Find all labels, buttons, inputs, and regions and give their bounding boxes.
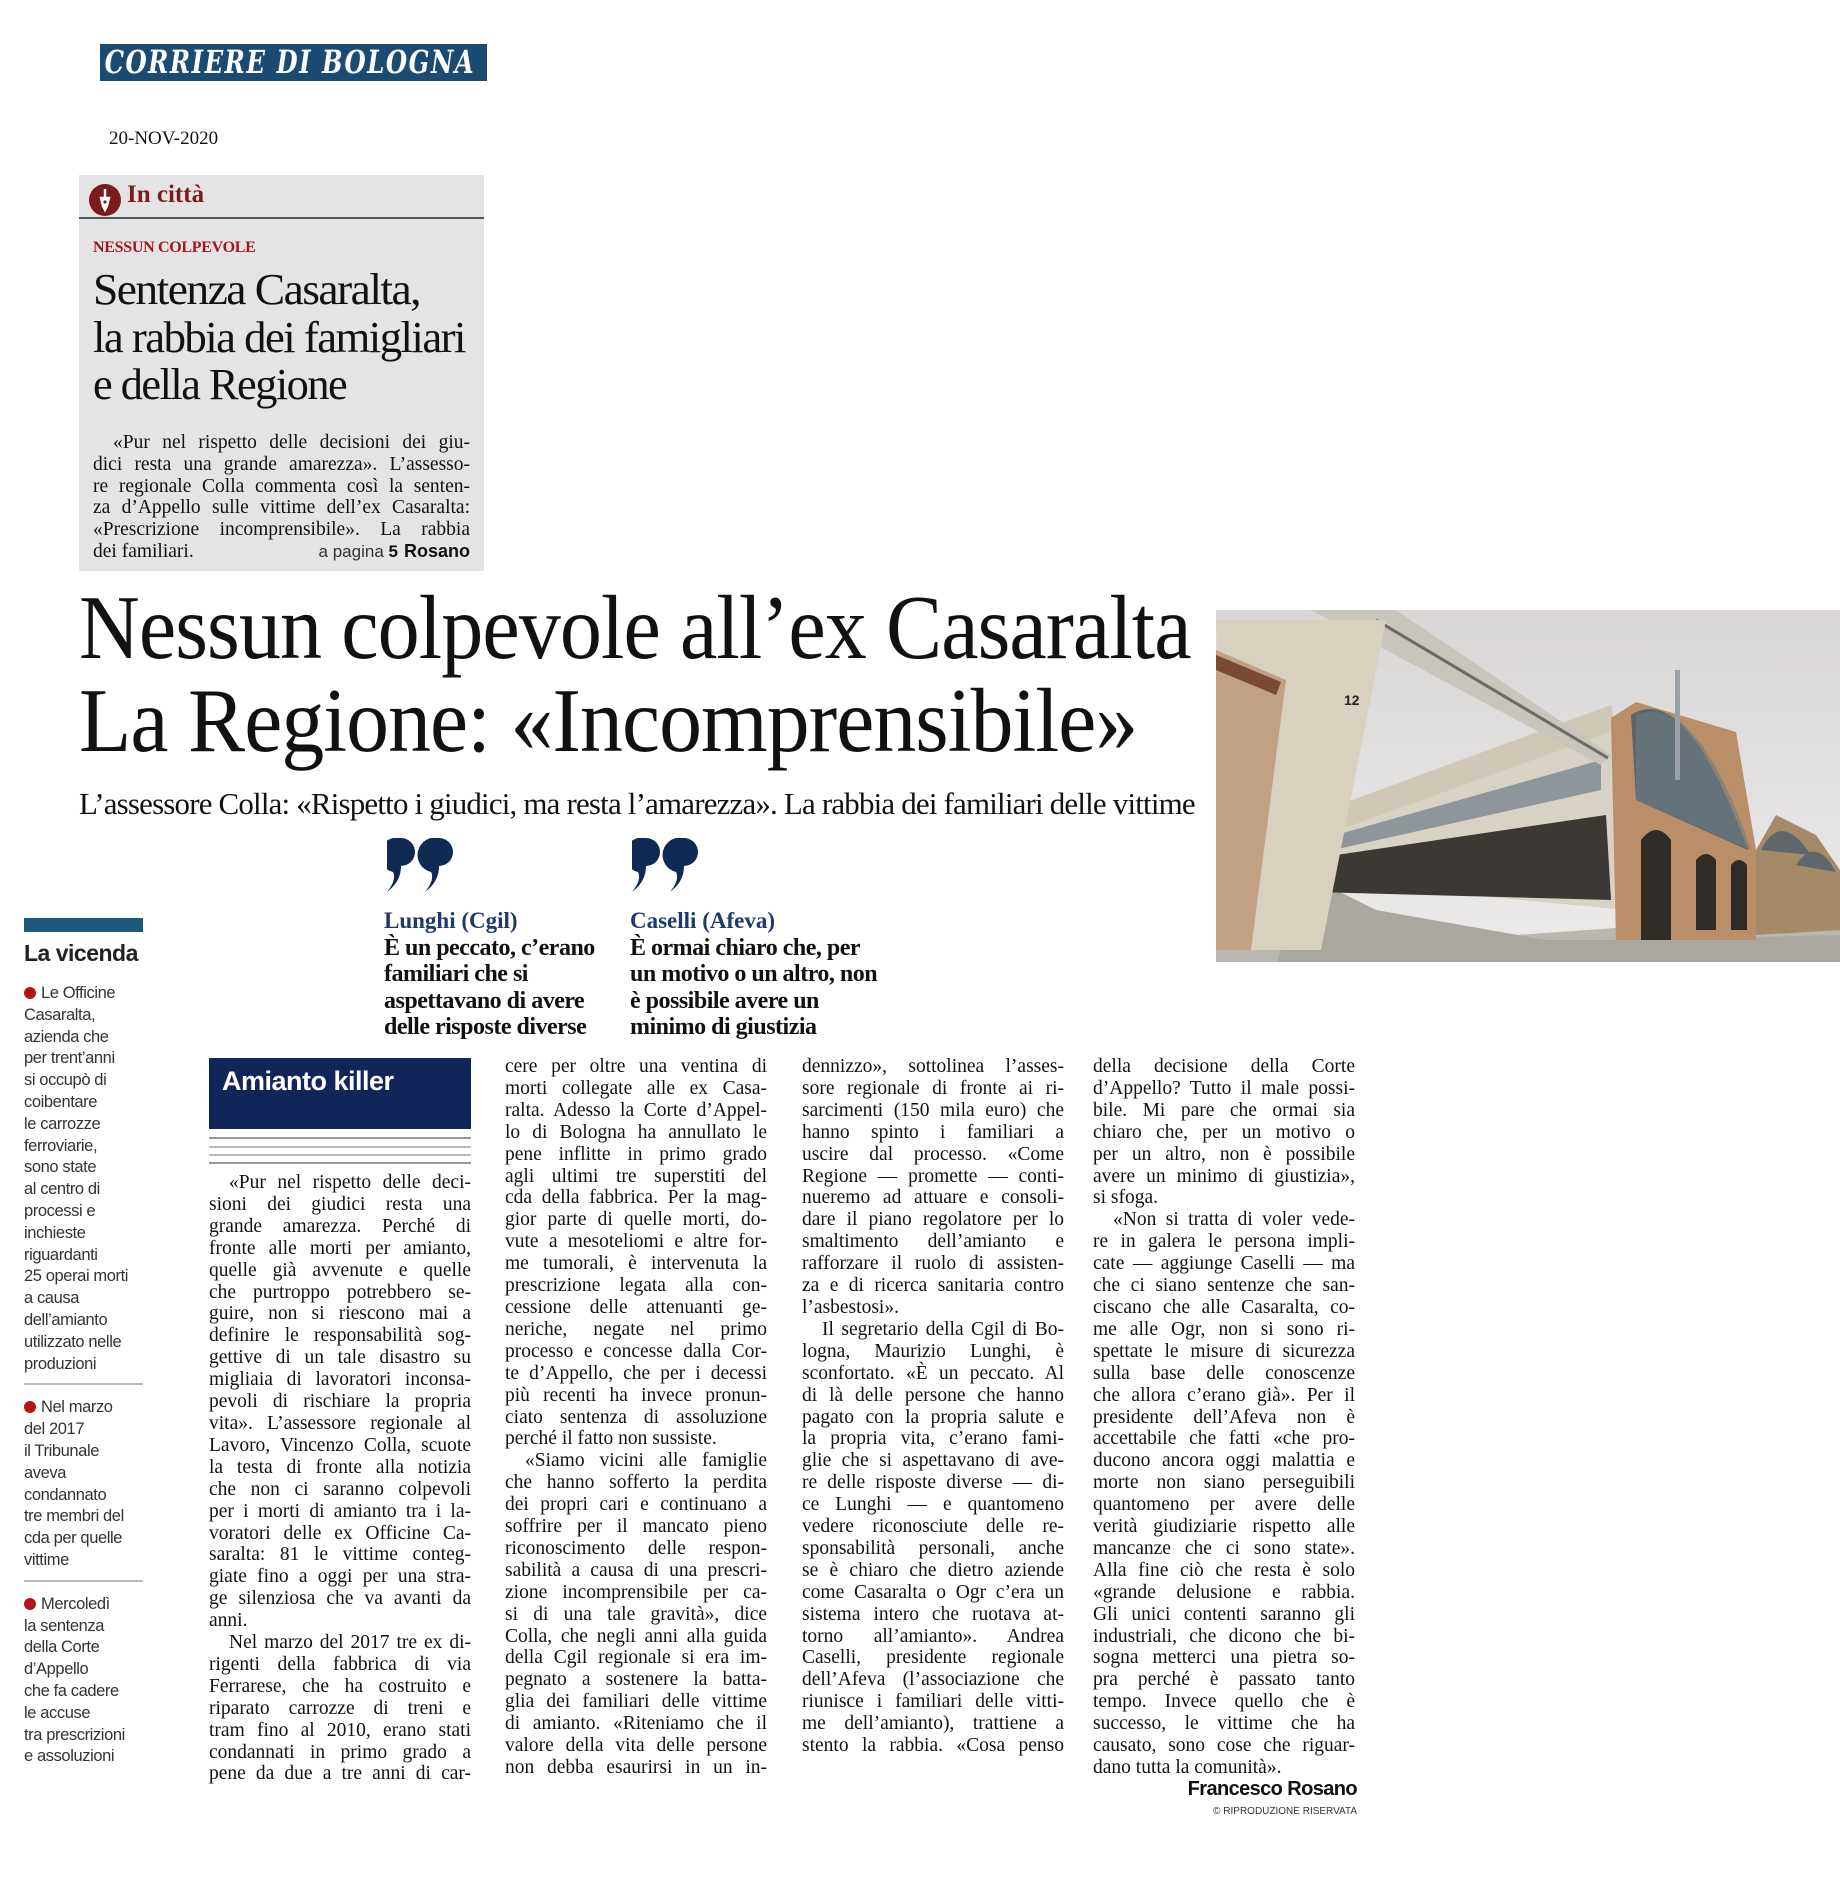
sidebar-text: inchieste (24, 1223, 86, 1242)
sidebar-line (24, 1092, 143, 1114)
text-line: sabilità a causa di una prescri- (505, 1559, 767, 1581)
sidebar-text: coibentare (24, 1092, 98, 1111)
sidebar-text: che fa cadere (24, 1681, 119, 1700)
sidebar-text: al centro di (24, 1180, 100, 1199)
text-line: successo, le vittime che ha (1093, 1713, 1355, 1735)
text-line: condannati in primo grado a (209, 1741, 471, 1763)
text-line: prescrizione legata alla con- (505, 1275, 767, 1297)
bullet-icon (24, 1401, 36, 1413)
text-line: Colla, che negli anni alla guida (505, 1625, 767, 1647)
sidebar-text: produzioni (24, 1354, 97, 1373)
text-line: hanno spinto i familiari a (802, 1121, 1064, 1143)
sidebar-line (24, 1616, 143, 1638)
divider (209, 1146, 471, 1148)
sidebar-line (24, 1048, 143, 1070)
text-line: di amianto. «Riteniamo che il (505, 1713, 767, 1735)
teaser-line: dici resta una grande amarezza». L’assesso- (93, 453, 470, 475)
sidebar-text: le accuse (24, 1703, 91, 1722)
teaser-line: «Prescrizione incomprensibile». La rabbia (93, 519, 470, 541)
quote-text-line: È ormai chiaro che, per (630, 935, 861, 961)
logo-text: CORRIERE DI BOLOGNA (104, 43, 476, 81)
sidebar-text: e assoluzioni (24, 1747, 115, 1766)
text-line: glia dei familiari delle vittime (505, 1691, 767, 1713)
sidebar-line (24, 1005, 143, 1027)
sidebar-line (24, 1332, 143, 1354)
sidebar-line (24, 1463, 143, 1485)
paragraph (802, 1056, 1064, 1319)
text-line: riparato carrozze di treni e (209, 1697, 471, 1719)
text-line: pene inflitte in primo grado (505, 1143, 767, 1165)
text-line: vedere riconosciute delle re- (802, 1516, 1064, 1538)
sidebar-line (24, 1528, 143, 1550)
sidebar-line (24, 1746, 143, 1768)
text-line: si di una tale gravità», dice (505, 1603, 767, 1625)
text-line: dell’Afeva (l’associazione che (802, 1669, 1064, 1691)
sidebar-text: utilizzato nelle (24, 1332, 122, 1351)
headline-line: Nessun colpevole all’ex Casaralta (79, 577, 1191, 678)
copyright-notice: © RIPRODUZIONE RISERVATA (1213, 1806, 1357, 1817)
sidebar-text: processi e (24, 1201, 96, 1220)
sidebar-item (24, 1580, 143, 1776)
text-line: neriche, negate nel primo (505, 1318, 767, 1340)
sidebar-item (24, 983, 143, 1383)
pull-quote (630, 907, 880, 1040)
text-line: che purtroppo potrebbero se- (209, 1281, 471, 1303)
text-line: ge silenziosa che va avanti da (209, 1588, 471, 1610)
sidebar-text: della Corte (24, 1638, 100, 1657)
quote-text-line: familiari che si (384, 961, 528, 988)
text-line: definire le responsabilità sog- (209, 1325, 471, 1347)
text-line: vute a mesoteliomi e altre for- (505, 1231, 767, 1253)
text-line: dei propri cari e continuano a (505, 1494, 767, 1516)
text-line: mancanze che ci sono state». (1093, 1537, 1355, 1559)
text-line: si sfoga. (1093, 1187, 1158, 1209)
text-line: «grande delusione e rabbia. (1093, 1581, 1355, 1603)
text-line: che hanno sofferto la perdita (505, 1472, 767, 1494)
text-line: Nel marzo del 2017 tre ex di- (229, 1632, 471, 1654)
text-line: causato, sono cose che riguar- (1093, 1735, 1355, 1757)
sidebar-text: la sentenza (24, 1616, 104, 1635)
text-line: za e di ricerca sanitaria contro (802, 1275, 1064, 1297)
text-line: perché il fatto non sussiste. (505, 1428, 717, 1450)
page-ref-label: a pagina (318, 541, 384, 561)
text-line: dano tutta la comunità». (1093, 1757, 1282, 1778)
section-label: In città (127, 181, 205, 208)
text-line: ce Lunghi — e quantomeno (802, 1494, 1064, 1516)
text-line: Alla fine ciò che resta è solo (1093, 1559, 1355, 1581)
text-line: pagato con la propria salute e (802, 1406, 1064, 1428)
text-line: tempo. Invece quello che è (1093, 1691, 1355, 1713)
text-line: morti collegate alle ex Casa- (505, 1077, 767, 1099)
text-line: d’Appello? Tutto il male possi- (1093, 1077, 1355, 1099)
text-line: morte non siano perseguibili (1093, 1472, 1355, 1494)
text-line: se è chiaro che dietro aziende (802, 1559, 1064, 1581)
text-line: della Cgil regionale si era im- (505, 1647, 767, 1669)
divider (209, 1162, 471, 1164)
text-line: sore regionale di fronte ai ri- (802, 1077, 1064, 1099)
text-line: valore della vita delle persone (505, 1735, 767, 1757)
sidebar-line (24, 1310, 143, 1332)
text-line: «Siamo vicini alle famiglie (525, 1450, 767, 1472)
text-line: pegnato a sostenere la batta- (505, 1669, 767, 1691)
quote-mark-icon (387, 838, 463, 892)
sidebar-line (24, 1201, 143, 1223)
text-line: chiaro che, per un motivo o (1093, 1121, 1355, 1143)
text-line: Gli unici contenti saranno gli (1093, 1603, 1355, 1625)
section-box (209, 1058, 471, 1129)
sidebar-line (24, 1397, 143, 1419)
article-column (505, 1056, 767, 1779)
quote-attribution: Caselli (Afeva) (630, 908, 775, 933)
quote-mark-icon (632, 838, 708, 892)
sidebar-line (24, 1114, 143, 1136)
text-line: che ci siano sentenze che san- (1093, 1275, 1355, 1297)
text-line: gettive di un tale disastro su (209, 1347, 471, 1369)
text-line: sconfortato. «È un peccato. Al (802, 1362, 1064, 1384)
text-line: pra perché è passato tanto (1093, 1669, 1355, 1691)
text-line: dare il piano regolatore per lo (802, 1209, 1064, 1231)
teaser-line: «Pur nel rispetto delle decisioni dei giu- (113, 432, 470, 453)
sidebar-text: Casaralta, (24, 1005, 96, 1024)
paragraph (1093, 1056, 1355, 1209)
teaser-kicker: NESSUN COLPEVOLE (93, 239, 256, 256)
sidebar-line (24, 983, 143, 1005)
subtitle: L’assessore Colla: «Rispetto i giudici, ma resta l’amarezza». La rabbia dei familiari delle vittime (79, 786, 1195, 821)
divider (209, 1154, 471, 1156)
svg-text:12: 12 (1344, 692, 1360, 708)
text-line: sistema intero che ruotava at- (802, 1603, 1064, 1625)
sidebar-line (24, 1288, 143, 1310)
pull-quote (384, 907, 634, 1040)
sidebar-line (24, 1485, 143, 1507)
text-line: per un altro, non è possibile (1093, 1143, 1355, 1165)
sidebar-line (24, 1070, 143, 1092)
text-line: logna, Maurizio Lunghi, è (802, 1340, 1064, 1362)
text-line: processo e concesse dalla Cor- (505, 1340, 767, 1362)
text-line: che non ci saranno colpevoli (209, 1478, 471, 1500)
text-line: che allora c’erano già». Per il (1093, 1384, 1355, 1406)
sidebar-text: riguardanti (24, 1245, 98, 1264)
text-line: sulla base delle conoscenze (1093, 1362, 1355, 1384)
sidebar-text: d’Appello (24, 1660, 89, 1679)
paragraph (209, 1172, 471, 1632)
sidebar-text: azienda che (24, 1027, 109, 1046)
text-line: grande amarezza. Perché di (209, 1215, 471, 1237)
sidebar-text: Mercoledì (41, 1594, 110, 1613)
text-line: sarcimenti (150 mila euro) che (802, 1099, 1064, 1121)
text-line: Ferrarese, che ha costruito e (209, 1675, 471, 1697)
text-line: sioni dei giudici resta una (209, 1193, 471, 1215)
sidebar-line (24, 1266, 143, 1288)
text-line: guire, non si riescono mai a (209, 1303, 471, 1325)
sidebar-line (24, 1659, 143, 1681)
byline[interactable]: Francesco Rosano (1187, 1778, 1357, 1800)
quote-attribution: Lunghi (Cgil) (384, 908, 518, 933)
text-line: zione incomprensibile per ca- (505, 1581, 767, 1603)
teaser-box (79, 175, 484, 571)
sidebar-text: 25 operai morti (24, 1267, 129, 1286)
quote-text-line: È un peccato, c’erano (384, 935, 595, 961)
sidebar-line (24, 1223, 143, 1245)
section-box-title: Amianto killer (222, 1066, 394, 1096)
paragraph (505, 1450, 767, 1779)
sidebar-line (24, 1245, 143, 1267)
sidebar-text: Nel marzo (41, 1398, 113, 1417)
paragraph (1093, 1209, 1355, 1779)
text-line: bile. Mi pare che ormai sia (1093, 1099, 1355, 1121)
sidebar-item (24, 1383, 143, 1579)
sidebar-text: ferroviarie, (24, 1136, 98, 1155)
text-line: cda della fabbrica. Per la mag- (505, 1187, 767, 1209)
text-line: non debba esaurirsi in un in- (505, 1757, 767, 1778)
sidebar-line (24, 1136, 143, 1158)
sidebar-text: tre membri del (24, 1507, 124, 1526)
text-line: soffrire per il mancato pieno (505, 1516, 767, 1538)
text-line: della decisione della Corte (1093, 1056, 1355, 1077)
text-line: gior parte di quelle morti, do- (505, 1209, 767, 1231)
sidebar-text: il Tribunale (24, 1441, 99, 1460)
text-line: tram fino al 2010, erano stati (209, 1719, 471, 1741)
text-line: vita». L’assessore regionale al (209, 1412, 471, 1434)
sidebar-line (24, 1157, 143, 1179)
sidebar-text: sono state (24, 1158, 97, 1177)
sidebar-text: vittime (24, 1550, 69, 1569)
text-line: giate fino a oggi per una stra- (209, 1566, 471, 1588)
teaser-title-line: Sentenza Casaralta, (93, 265, 421, 314)
text-line: pene da due a tre anni di car- (209, 1763, 471, 1785)
divider (209, 1137, 471, 1139)
text-line: Caselli, presidente regionale (802, 1647, 1064, 1669)
sidebar-text: tra prescrizioni (24, 1725, 125, 1744)
sidebar-text: del 2017 (24, 1420, 85, 1439)
text-line: verità giudiziarie rispetto alle (1093, 1516, 1355, 1538)
text-line: presidente dell’Afeva non è (1093, 1406, 1355, 1428)
text-line: voratori delle ex Officine Ca- (209, 1522, 471, 1544)
teaser-title-line: e della Regione (93, 360, 347, 409)
sidebar-line (24, 1725, 143, 1747)
text-line: più recenti ha invece pronun- (505, 1384, 767, 1406)
text-line: cate — aggiunge Caselli — ma (1093, 1253, 1355, 1275)
sidebar-title: La vicenda (24, 940, 138, 966)
sidebar-accent-bar (24, 918, 143, 932)
text-line: ducono ancora oggi malattia e (1093, 1450, 1355, 1472)
teaser-line: dei familiari. (93, 540, 194, 562)
sidebar-timeline (24, 983, 143, 1776)
sidebar-text: cda per quelle (24, 1529, 123, 1548)
text-line: sogna metterci una pietra so- (1093, 1647, 1355, 1669)
text-line: agli ultimi tre superstiti del (505, 1165, 767, 1187)
text-line: smaltimento dell’amianto e (802, 1231, 1064, 1253)
text-line: come Casaralta o Ogr c’era un (802, 1581, 1064, 1603)
text-line: me tumorali, è intervenuta la (505, 1253, 767, 1275)
newspaper-logo (100, 44, 487, 81)
text-line: torno all’amianto». Andrea (802, 1625, 1064, 1647)
text-line: saralta: 81 le vittime conteg- (209, 1544, 471, 1566)
text-line: la propria vita, c’erano fami- (802, 1428, 1064, 1450)
text-line: la testa di fronte alla notizia (209, 1456, 471, 1478)
text-line: fronte alle morti per amianto, (209, 1237, 471, 1259)
article-column (802, 1056, 1064, 1757)
sidebar-line (24, 1027, 143, 1049)
pen-nib-icon (89, 184, 121, 216)
sidebar-text: Le Officine (41, 984, 116, 1002)
text-line: migliaia di lavoratori inconsa- (209, 1369, 471, 1391)
text-line: re in galera le persona impli- (1093, 1231, 1355, 1253)
sidebar-line (24, 1594, 143, 1616)
text-line: rafforzare il ruolo di assisten- (802, 1253, 1064, 1275)
sidebar-text: dell’amianto (24, 1310, 108, 1329)
text-line: uscire dal processo. «Come (802, 1143, 1064, 1165)
paragraph (802, 1319, 1064, 1757)
sidebar-line (24, 1506, 143, 1528)
quote-text-line: delle risposte diverse (384, 1013, 587, 1040)
sidebar-line (24, 1441, 143, 1463)
sidebar-line (24, 1354, 143, 1376)
text-line: riconoscimento delle respon- (505, 1537, 767, 1559)
sidebar-text: le carrozze (24, 1114, 101, 1133)
sidebar-line (24, 1550, 143, 1572)
text-line: me dell’amianto), trattiene a (802, 1713, 1064, 1735)
bullet-icon (24, 987, 36, 999)
text-line: cessione delle attenuanti ge- (505, 1296, 767, 1318)
sidebar-line (24, 1703, 143, 1725)
text-line: Lavoro, Vincenzo Colla, scuote (209, 1434, 471, 1456)
sidebar-text: per trent’anni (24, 1049, 115, 1068)
text-line: «Non si tratta di voler vede- (1113, 1209, 1355, 1231)
text-line: quelle già avvenute e quelle (209, 1259, 471, 1281)
sidebar-line (24, 1681, 143, 1703)
teaser-title-line: la rabbia dei famigliari (93, 313, 465, 362)
sidebar-text: aveva (24, 1463, 67, 1482)
section-header (79, 175, 484, 219)
text-line: di là delle persone che hanno (802, 1384, 1064, 1406)
text-line: re delle risposte diverse — di- (802, 1472, 1064, 1494)
article-column (209, 1172, 471, 1785)
factory-photo (1216, 610, 1840, 965)
quote-text-line: minimo di giustizia (630, 1013, 817, 1040)
sidebar-text: condannato (24, 1485, 107, 1504)
article-column (1093, 1056, 1355, 1779)
text-line: pevoli di rischiare la propria (209, 1391, 471, 1413)
paragraph (505, 1056, 767, 1450)
text-line: me alle Ogr, non si sono ri- (1093, 1318, 1355, 1340)
quote-text-line: un motivo o un altro, non (630, 961, 878, 988)
teaser-author: Rosano (403, 540, 470, 561)
sidebar-text: si occupò di (24, 1071, 107, 1090)
teaser-body (93, 432, 470, 563)
text-line: dennizzo», sottolinea l’asses- (802, 1056, 1064, 1077)
text-line: ralta. Adesso la Corte d’Appel- (505, 1099, 767, 1121)
text-line: sponsabilità personali, anche (802, 1537, 1064, 1559)
quote-text-line: aspettavano di avere (384, 987, 585, 1014)
sidebar-line (24, 1179, 143, 1201)
text-line: quantomeno per avere delle (1093, 1494, 1355, 1516)
sidebar-line (24, 1637, 143, 1659)
text-line: l’asbestosi». (802, 1296, 899, 1318)
quote-text-line: è possibile avere un (630, 987, 819, 1014)
text-line: stento la rabbia. «Cosa penso (802, 1735, 1064, 1757)
text-line: spettate le misure di sicurezza (1093, 1340, 1355, 1362)
teaser-line: re regionale Colla commenta così la senten- (93, 475, 470, 497)
paragraph (209, 1632, 471, 1785)
text-line: cere per oltre una ventina di (505, 1056, 767, 1077)
text-line: industriali, che dicono che bi- (1093, 1625, 1355, 1647)
sidebar-line (24, 1419, 143, 1441)
text-line: riunisce i familiari delle vitti- (802, 1691, 1064, 1713)
text-line: lo di Bologna ha annullato le (505, 1121, 767, 1143)
text-line: nueremo ad attuare e consoli- (802, 1187, 1064, 1209)
text-line: «Pur nel rispetto delle deci- (229, 1172, 471, 1193)
text-line: rigenti della fabbrica di via (209, 1653, 471, 1675)
text-line: Regione — promette — conti- (802, 1165, 1064, 1187)
text-line: per i morti di amianto tra i la- (209, 1500, 471, 1522)
text-line: anni. (209, 1610, 248, 1632)
headline-line: La Regione: «Incomprensibile» (79, 670, 1138, 771)
bullet-icon (24, 1598, 36, 1610)
text-line: ciato sentenza di assoluzione (505, 1406, 767, 1428)
text-line: accettabile che fatti «che pro- (1093, 1428, 1355, 1450)
page-reference[interactable] (319, 541, 470, 563)
text-line: avere un minimo di giustizia», (1093, 1165, 1355, 1187)
text-line: glie che si aspettavano di ave- (802, 1450, 1064, 1472)
text-line: te d’Appello, che per i decessi (505, 1362, 767, 1384)
issue-date: 20-NOV-2020 (109, 128, 219, 149)
text-line: Il segretario della Cgil di Bo- (822, 1318, 1064, 1340)
page-number: 5 (388, 541, 398, 561)
teaser-line: za d’Appello sulle vittime dell’ex Casaralta: (93, 497, 470, 519)
text-line: ciscano che alle Casaralta, co- (1093, 1296, 1355, 1318)
sidebar-text: a causa (24, 1289, 79, 1308)
